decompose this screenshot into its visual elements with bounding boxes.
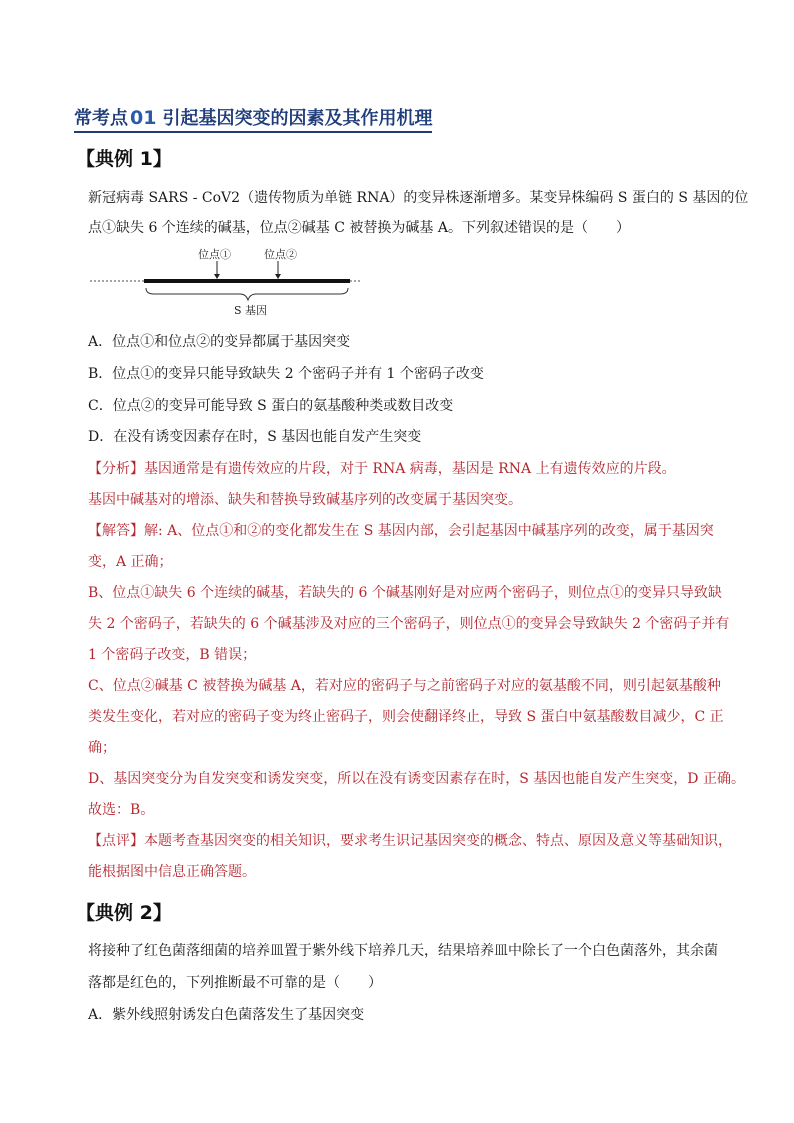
answer-line-3: B、位点①缺失 6 个连续的碱基，若缺失的 6 个碱基刚好是对应两个密码子，则位点①的变异只导致缺 xyxy=(88,585,722,601)
site1-arrow-head xyxy=(214,274,220,279)
answer-line-4: 失 2 个密码子，若缺失的 6 个碱基涉及对应的三个密码子，则位点①的变异会导致缺失 2 个密码子并有 xyxy=(88,616,730,632)
answer-line-6: C、位点②碱基 C 被替换为碱基 A，若对应的密码子与之前密码子对应的氨基酸不同，则引起氨基酸种 xyxy=(88,678,721,694)
answer-text-1: 解: A、位点①和②的变化都发生在 S 基因内部，会引起基因中碱基序列的改变，属于基因突 xyxy=(144,523,714,539)
example1-question-line-1: 新冠病毒 SARS - CoV2（遗传物质为单链 RNA）的变异株逐渐增多。某变异株编码 S 蛋白的 S 基因的位 xyxy=(88,190,749,206)
example2-option-a: A．紫外线照射诱发白色菌落发生了基因突变 xyxy=(88,1007,365,1023)
example1-question-line-2: 点①缺失 6 个连续的碱基，位点②碱基 C 被替换为碱基 A。下列叙述错误的是（ ） xyxy=(88,220,630,236)
example2-question-line-1: 将接种了红色菌落细菌的培养皿置于紫外线下培养几天，结果培养皿中除长了一个白色菌落外，其余菌 xyxy=(88,943,718,959)
s-gene-diagram xyxy=(88,244,360,320)
example1-option-b: B．位点①的变异只能导致缺失 2 个密码子并有 1 个密码子改变 xyxy=(88,366,484,382)
comment-line-2: 能根据图中信息正确答题。 xyxy=(88,864,256,880)
gene-label: S 基因 xyxy=(234,304,268,317)
heading-number: 01 xyxy=(130,107,157,129)
analysis-text-1: 基因通常是有遗传效应的片段，对于 RNA 病毒，基因是 RNA 上有遗传效应的片段。 xyxy=(144,461,676,477)
section-heading xyxy=(74,104,432,133)
answer-line-1 xyxy=(88,520,714,540)
analysis-line-1 xyxy=(88,458,676,478)
answer-line-8: 确； xyxy=(88,740,116,756)
analysis-tag: 【分析】 xyxy=(88,461,144,477)
site2-label: 位点② xyxy=(264,248,297,261)
heading-prefix: 常考点 xyxy=(74,108,128,129)
answer-line-2: 变，A 正确； xyxy=(88,554,173,570)
answer-line-5: 1 个密码子改变，B 错误； xyxy=(88,647,257,663)
heading-title: 引起基因突变的因素及其作用机理 xyxy=(162,108,433,129)
example2-question-line-2: 落都是红色的，下列推断最不可靠的是（ ） xyxy=(88,975,382,991)
comment-text-1: 本题考查基因突变的相关知识，要求考生识记基因突变的概念、特点、原因及意义等基础知识， xyxy=(144,833,732,849)
gene-brace xyxy=(146,288,348,300)
site1-label: 位点① xyxy=(198,248,231,261)
example1-option-c: C．位点②的变异可能导致 S 蛋白的氨基酸种类或数目改变 xyxy=(88,398,454,414)
analysis-line-2: 基因中碱基对的增添、缺失和替换导致碱基序列的改变属于基因突变。 xyxy=(88,492,522,508)
answer-line-10: 故选：B。 xyxy=(88,802,155,818)
comment-tag: 【点评】 xyxy=(88,833,144,849)
comment-line-1 xyxy=(88,830,732,850)
example1-option-a: A．位点①和位点②的变异都属于基因突变 xyxy=(88,334,351,350)
site2-arrow-head xyxy=(275,274,281,279)
answer-tag: 【解答】 xyxy=(88,523,144,539)
answer-line-7: 类发生变化，若对应的密码子变为终止密码子，则会使翻译终止，导致 S 蛋白中氨基酸数目减少，C 正 xyxy=(88,709,724,725)
example1-option-d: D．在没有诱变因素存在时，S 基因也能自发产生突变 xyxy=(88,429,422,445)
example1-title: 【典例 1】 xyxy=(76,148,172,170)
example2-title: 【典例 2】 xyxy=(76,902,172,924)
answer-line-9: D、基因突变分为自发突变和诱发突变，所以在没有诱变因素存在时，S 基因也能自发产生突变，D 正确。 xyxy=(88,771,745,787)
